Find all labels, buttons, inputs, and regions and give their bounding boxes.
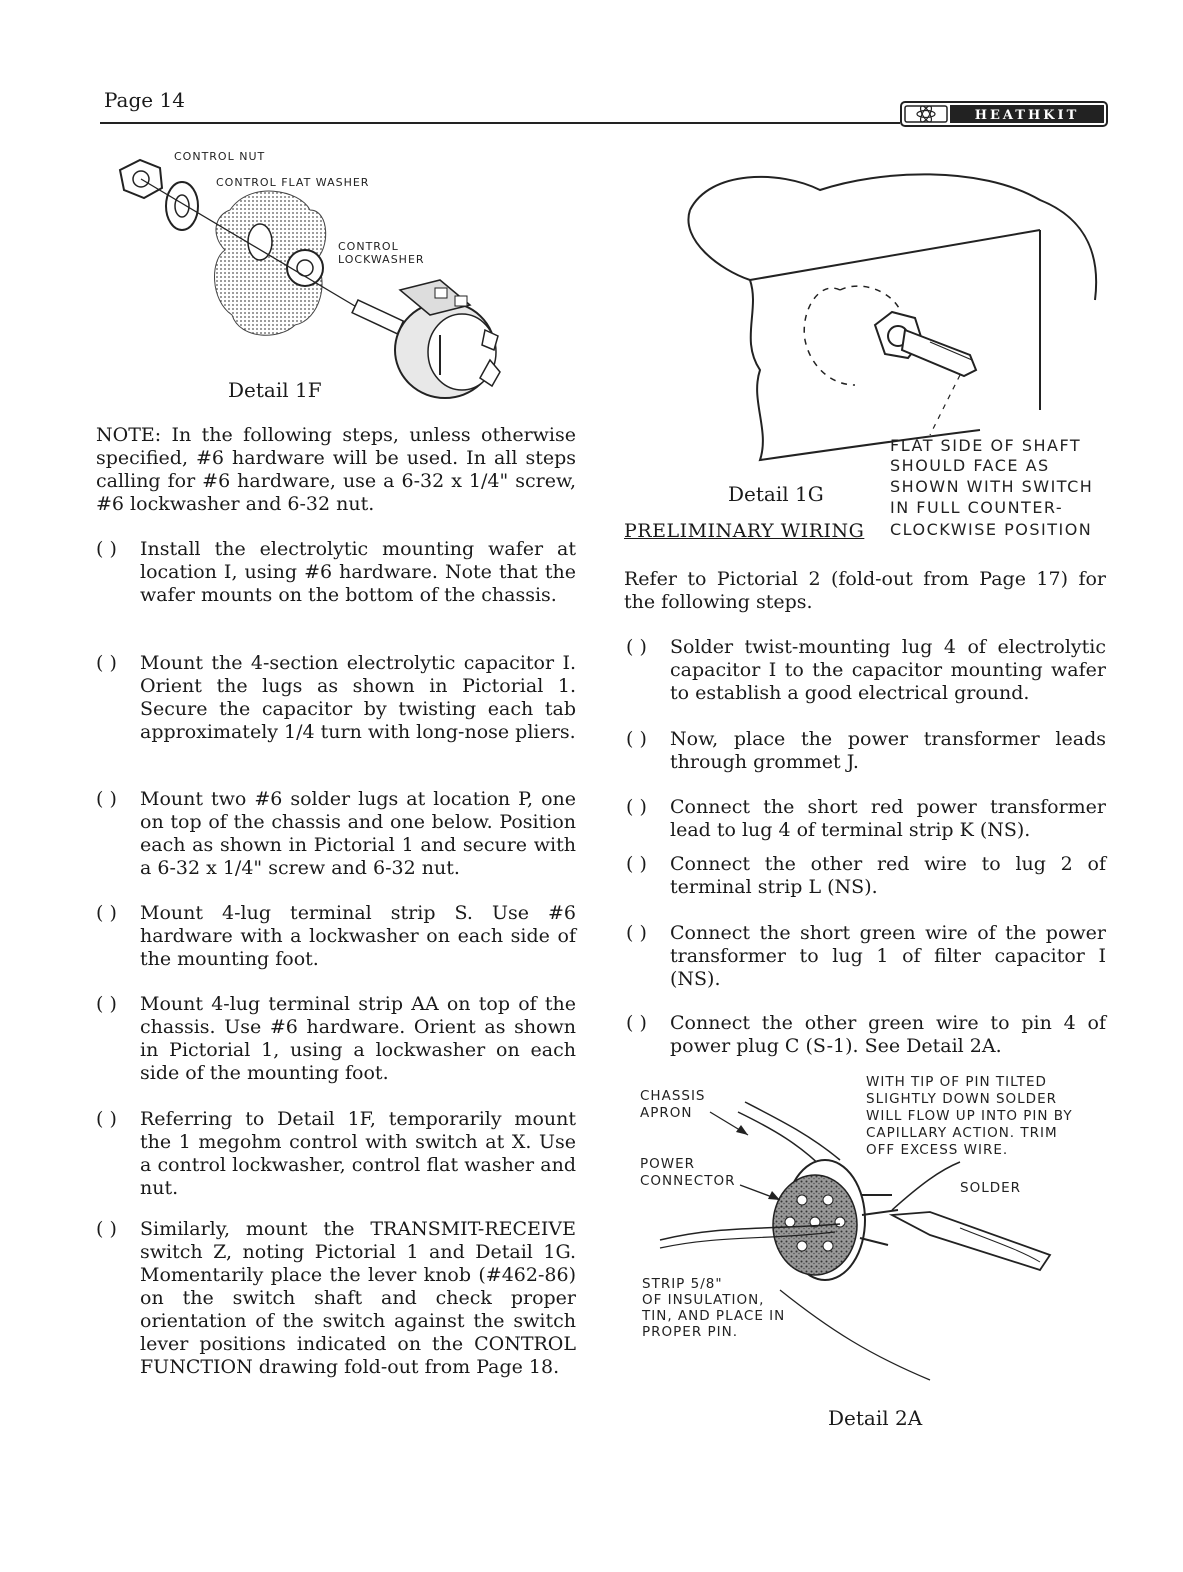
preliminary-intro: Refer to Pictorial 2 (fold-out from Page 17) for the following steps.: [624, 568, 1106, 613]
checkbox[interactable]: ( ): [96, 1218, 117, 1240]
checkbox[interactable]: ( ): [626, 853, 647, 875]
label-strip-4: PROPER PIN.: [642, 1324, 739, 1340]
label-control-nut: CONTROL NUT: [174, 150, 266, 163]
heathkit-logo: [900, 100, 1108, 128]
label-solder: SOLDER: [960, 1180, 1022, 1196]
detail-1g-note-1: FLAT SIDE OF SHAFT: [890, 436, 1082, 455]
label-flat-washer: CONTROL FLAT WASHER: [216, 176, 370, 189]
label-strip-2: OF INSULATION,: [642, 1292, 765, 1308]
detail-1g-note-4: IN FULL COUNTER-: [890, 498, 1064, 517]
checkbox[interactable]: ( ): [96, 788, 117, 810]
detail-1g-note-2: SHOULD FACE AS: [890, 456, 1050, 475]
step-left-3: ( ) Mount two #6 solder lugs at location P, one on top of the chassis and one below. Position each as shown in Pictorial 1 and secure with a 6-32 x 1/4" screw and 6-32 nut.: [96, 788, 576, 879]
brand-text: HEATHKIT: [974, 108, 1080, 123]
label-strip-1: STRIP 5/8": [642, 1276, 723, 1292]
label-tip-4: CAPILLARY ACTION. TRIM: [866, 1125, 1058, 1141]
label-tip-2: SLIGHTLY DOWN SOLDER: [866, 1091, 1057, 1107]
checkbox[interactable]: ( ): [96, 538, 117, 560]
label-power-1: POWER: [640, 1156, 696, 1172]
label-lockwasher-1: CONTROL: [338, 240, 399, 253]
label-tip-3: WILL FLOW UP INTO PIN BY: [866, 1108, 1073, 1124]
checkbox[interactable]: ( ): [626, 636, 647, 658]
label-tip-1: WITH TIP OF PIN TILTED: [866, 1074, 1047, 1090]
header-rule: [100, 122, 900, 124]
detail-2a-caption: Detail 2A: [828, 1406, 923, 1430]
checkbox[interactable]: ( ): [96, 1108, 117, 1130]
step-right-2: ( ) Now, place the power transformer leads through grommet J.: [626, 728, 1106, 773]
step-left-6: ( ) Referring to Detail 1F, temporarily mount the 1 megohm control with switch at X. Use a control lockwasher, control flat washer and nut.: [96, 1108, 576, 1199]
label-tip-5: OFF EXCESS WIRE.: [866, 1142, 1009, 1158]
checkbox[interactable]: ( ): [96, 993, 117, 1015]
switch-shaft: [902, 330, 976, 376]
step-left-1: ( ) Install the electrolytic mounting wafer at location I, using #6 hardware. Note that the wafer mounts on the bottom of the chassis.: [96, 538, 576, 606]
detail-1g-note-3: SHOWN WITH SWITCH: [890, 477, 1094, 496]
step-right-5: ( ) Connect the short green wire of the power transformer to lug 1 of filter capacitor I (NS).: [626, 922, 1106, 990]
note-paragraph: NOTE: In the following steps, unless otherwise specified, #6 hardware will be used. In all steps calling for #6 hardware, use a 6-32 x 1/4" screw, #6 lockwasher and 6-32 nut.: [96, 424, 576, 515]
step-right-3: ( ) Connect the short red power transformer lead to lug 4 of terminal strip K (NS).: [626, 796, 1106, 841]
label-strip-3: TIN, AND PLACE IN: [642, 1308, 786, 1324]
step-left-7: ( ) Similarly, mount the TRANSMIT-RECEIVE switch Z, noting Pictorial 1 and Detail 1G. Momentarily place the lever knob (#462-86) on the switch shaft and check proper orientation of the switch against the switch lever positions indicated on the CONTROL FUNCTION drawing fold-out from Page 18.: [96, 1218, 576, 1378]
checkbox[interactable]: ( ): [96, 902, 117, 924]
step-left-5: ( ) Mount 4-lug terminal strip AA on top of the chassis. Use #6 hardware. Orient as shown in Pictorial 1, using a lockwasher on each side of the mounting foot.: [96, 993, 576, 1084]
detail-1g-caption: Detail 1G: [728, 482, 824, 506]
checkbox[interactable]: ( ): [626, 1012, 647, 1034]
checkbox[interactable]: ( ): [626, 796, 647, 818]
step-right-1: ( ) Solder twist-mounting lug 4 of electrolytic capacitor I to the capacitor mounting wafer to establish a good electrical ground.: [626, 636, 1106, 704]
checkbox[interactable]: ( ): [626, 728, 647, 750]
step-left-4: ( ) Mount 4-lug terminal strip S. Use #6 hardware with a lockwasher on each side of the mounting foot.: [96, 902, 576, 970]
step-left-2: ( ) Mount the 4-section electrolytic capacitor I. Orient the lugs as shown in Pictorial 1. Secure the capacitor by twisting each tab approximately 1/4 turn with long-nose pliers.: [96, 652, 576, 743]
page-number: Page 14: [104, 88, 185, 112]
checkbox[interactable]: ( ): [96, 652, 117, 674]
detail-1f-caption: Detail 1F: [228, 378, 322, 402]
section-heading: PRELIMINARY WIRING: [624, 520, 865, 542]
label-lockwasher-2: LOCKWASHER: [338, 253, 425, 266]
detail-1g-illustration: [680, 160, 1100, 480]
label-power-2: CONNECTOR: [640, 1173, 736, 1189]
step-right-4: ( ) Connect the other red wire to lug 2 of terminal strip L (NS).: [626, 853, 1106, 898]
detail-1g-note-5: CLOCKWISE POSITION: [890, 520, 1093, 539]
soldering-iron: [892, 1212, 1050, 1270]
solder-wire: [892, 1162, 960, 1210]
label-chassis-2: APRON: [640, 1105, 693, 1121]
checkbox[interactable]: ( ): [626, 922, 647, 944]
step-right-6: ( ) Connect the other green wire to pin 4 of power plug C (S-1). See Detail 2A.: [626, 1012, 1106, 1057]
label-chassis-1: CHASSIS: [640, 1088, 706, 1104]
